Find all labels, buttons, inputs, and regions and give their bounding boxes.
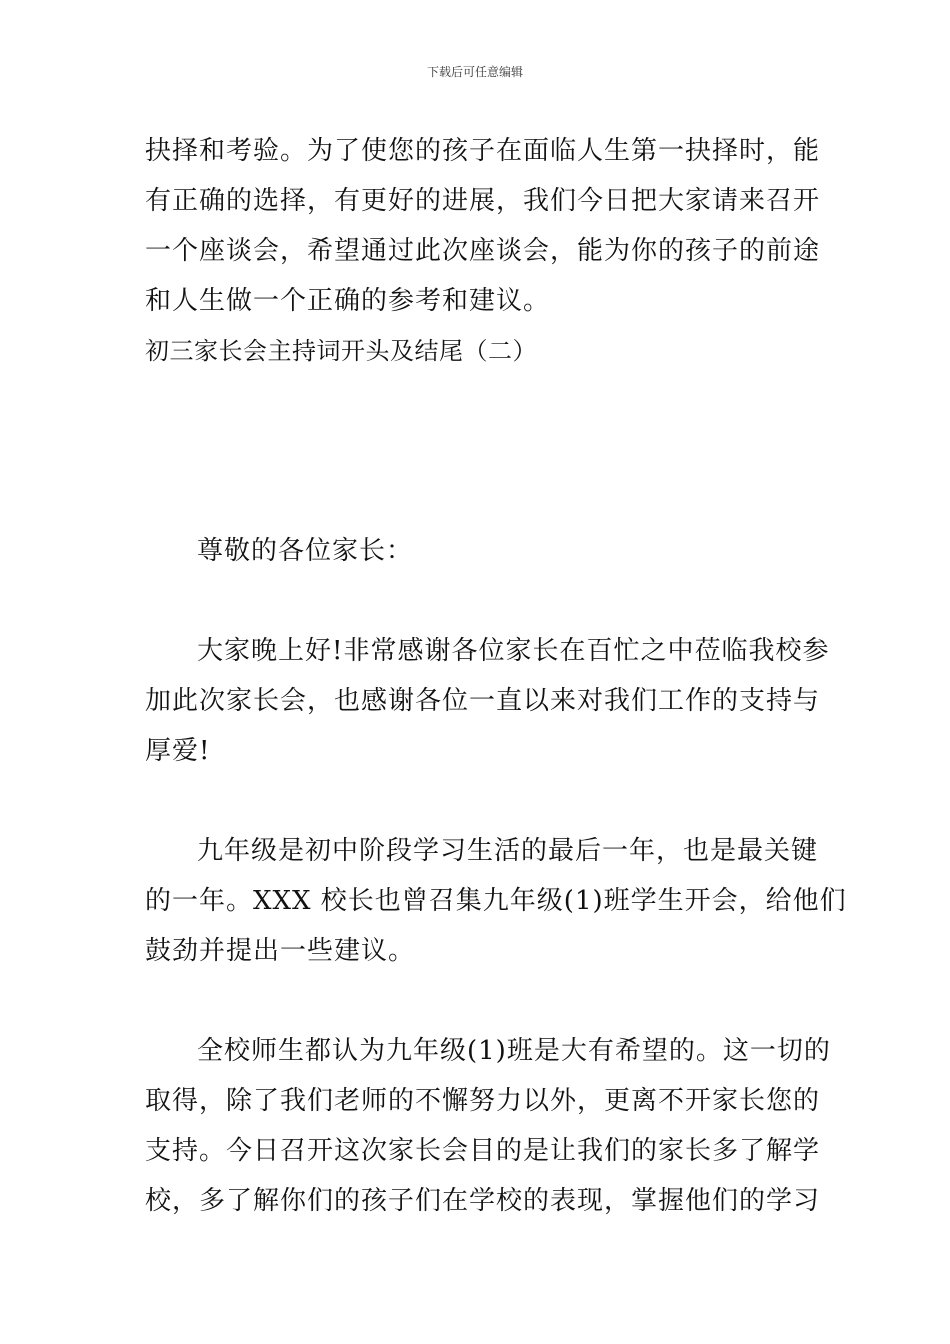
page-header: 下载后可任意编辑 bbox=[426, 65, 523, 79]
paragraph-school-support bbox=[145, 1026, 831, 1226]
text-line: 九年级是初中阶段学习生活的最后一年，也是最关键 bbox=[197, 836, 819, 866]
text-line: 加此次家长会，也感谢各位一直以来对我们工作的支持与 bbox=[145, 686, 821, 716]
blank-space bbox=[145, 776, 807, 826]
continued-paragraph bbox=[145, 126, 821, 326]
text-line: 抉择和考验。为了使您的孩子在面临人生第一抉择时，能 bbox=[145, 136, 821, 166]
text-line: 和人生做一个正确的参考和建议。 bbox=[145, 286, 551, 316]
text-line: 一个座谈会，希望通过此次座谈会，能为你的孩子的前途 bbox=[145, 236, 821, 266]
blank-space bbox=[145, 376, 807, 526]
section-heading: 初三家长会主持词开头及结尾（二） bbox=[145, 337, 537, 365]
text-line: 校，多了解你们的孩子们在学校的表现，掌握他们的学习 bbox=[145, 1186, 821, 1216]
document-body bbox=[145, 126, 847, 1226]
text-line: 取得，除了我们老师的不懈努力以外，更离不开家长您的 bbox=[145, 1086, 821, 1116]
text-line: 大家晚上好!非常感谢各位家长在百忙之中莅临我校参 bbox=[197, 636, 830, 666]
text-line: 厚爱! bbox=[145, 736, 211, 766]
paragraph-welcome bbox=[145, 626, 830, 776]
text-line: 全校师生都认为九年级(1)班是大有希望的。这一切的 bbox=[197, 1036, 831, 1066]
paragraph-grade-nine bbox=[145, 826, 847, 976]
text-line: 鼓劲并提出一些建议。 bbox=[145, 936, 416, 966]
text-line: 支持。今日召开这次家长会目的是让我们的家长多了解学 bbox=[145, 1136, 821, 1166]
blank-space bbox=[145, 976, 807, 1026]
blank-space bbox=[145, 576, 807, 626]
text-line: 的一年。XXX 校长也曾召集九年级(1)班学生开会，给他们 bbox=[145, 886, 847, 916]
text-line: 有正确的选择，有更好的进展，我们今日把大家请来召开 bbox=[145, 186, 821, 216]
greeting: 尊敬的各位家长： bbox=[197, 536, 414, 566]
